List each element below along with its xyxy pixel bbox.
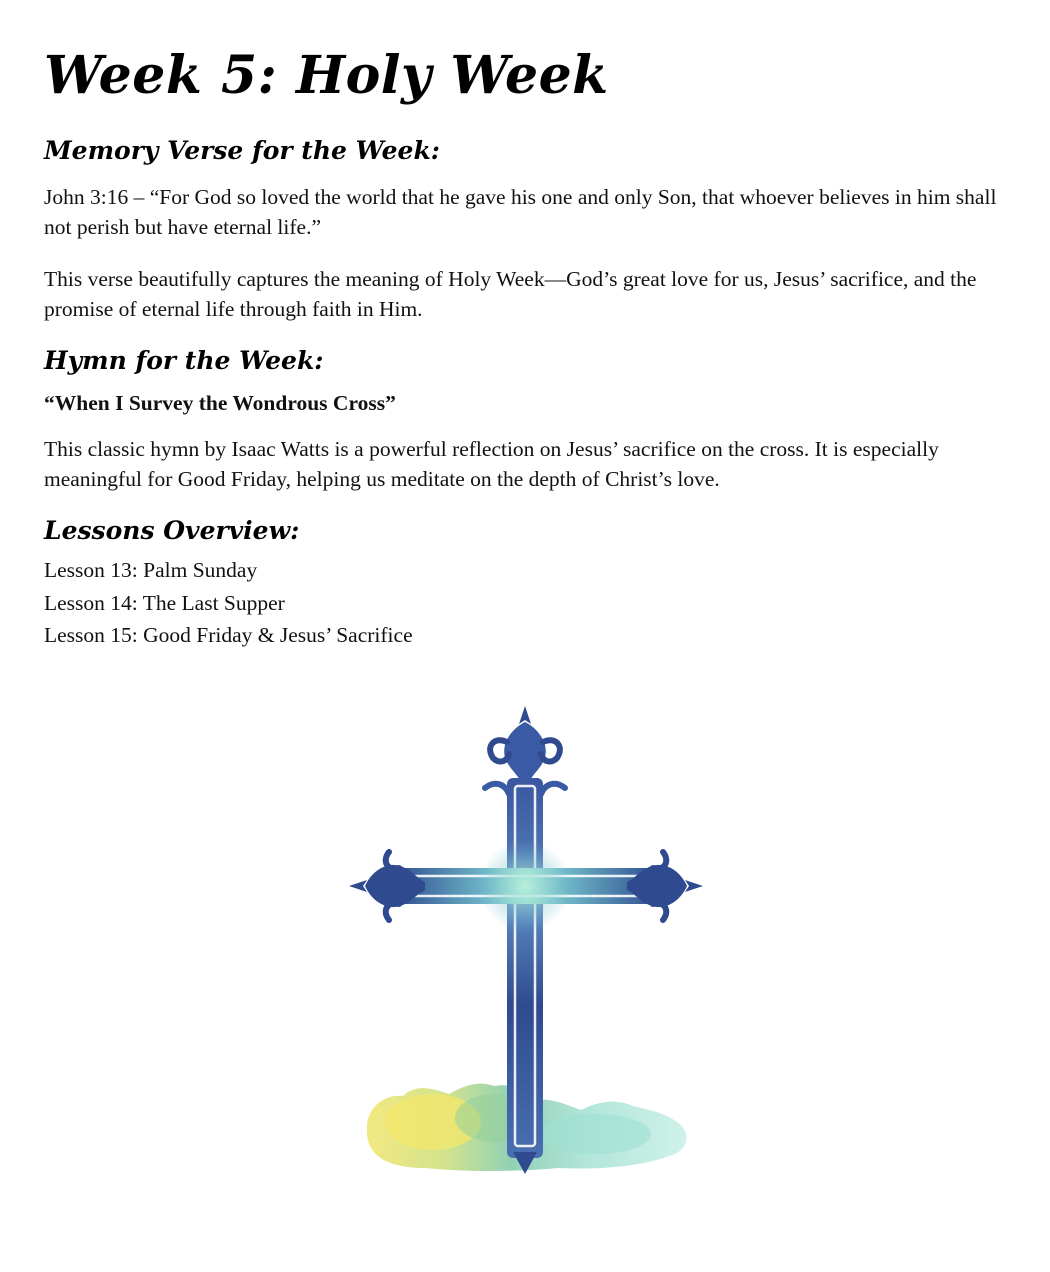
hymn-name: “When I Survey the Wondrous Cross”: [44, 391, 396, 415]
lessons-list: [44, 554, 1014, 652]
hymn-heading: Hymn for the Week:: [44, 346, 324, 375]
hymn-description: This classic hymn by Isaac Watts is a powerful reflection on Jesus’ sacrifice on the cross. It is especially meaningful for Good Friday, helping us meditate on the depth of Christ’s love.: [44, 437, 939, 491]
lesson-item: Lesson 13: Palm Sunday: [44, 558, 258, 582]
page-title: Week 5: Holy Week: [44, 45, 609, 106]
memory-verse-text: John 3:16 – “For God so loved the world that he gave his one and only Son, that whoever believes in him shall not perish but have eternal life.”: [44, 185, 997, 239]
watercolor-cross-icon: [345, 702, 707, 1182]
memory-verse-heading: Memory Verse for the Week:: [44, 136, 441, 165]
lessons-heading: Lessons Overview:: [44, 516, 300, 545]
lesson-item: Lesson 15: Good Friday & Jesus’ Sacrifice: [44, 623, 413, 647]
lesson-item: Lesson 14: The Last Supper: [44, 590, 285, 615]
document-page: [44, 40, 1014, 652]
memory-verse-reflection: This verse beautifully captures the meaning of Holy Week—God’s great love for us, Jesus’ sacrifice, and the promise of eternal life through faith in Him.: [44, 267, 977, 321]
